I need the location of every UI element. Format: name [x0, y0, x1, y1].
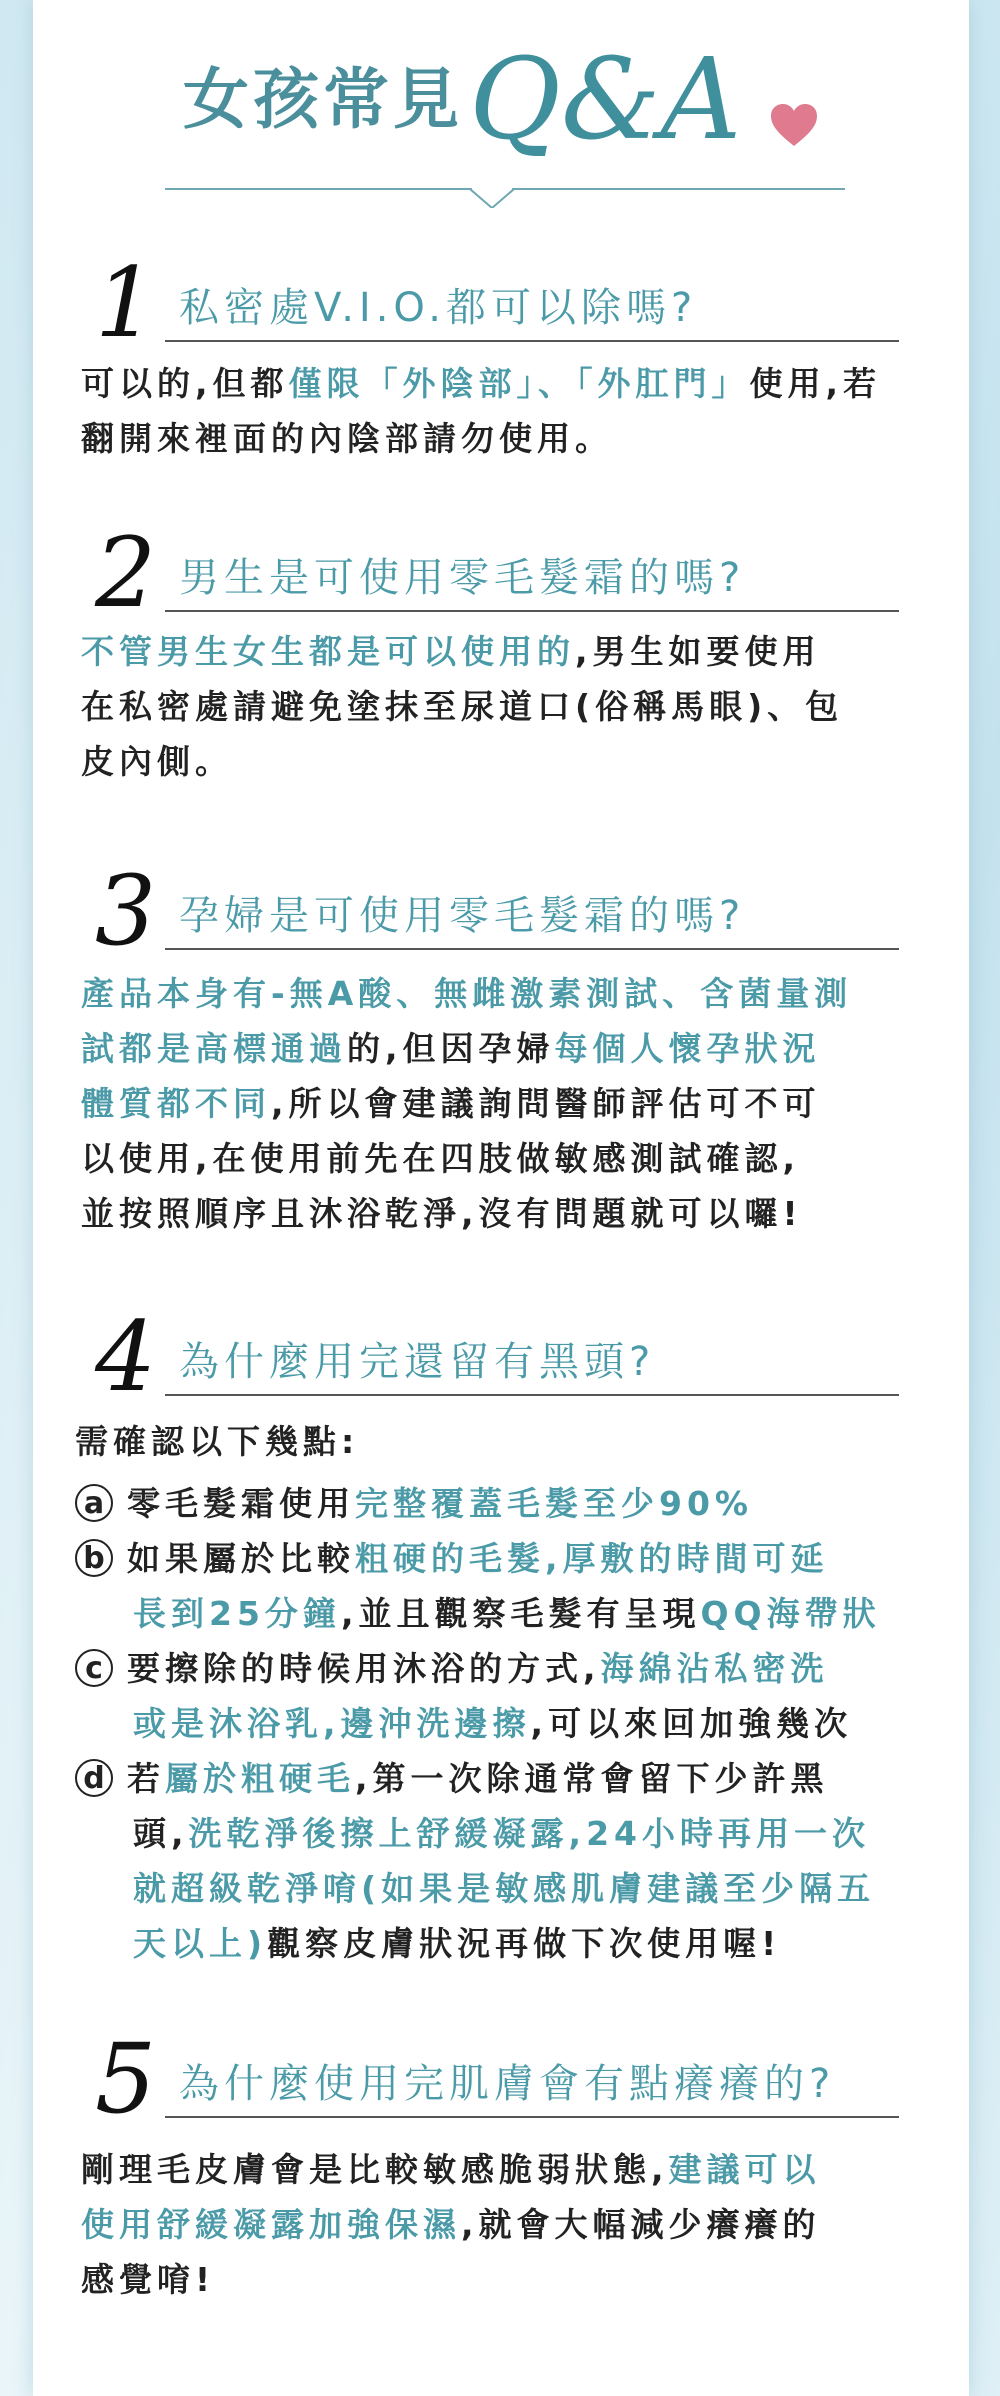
body-text: 如果屬於比較 [127, 1539, 355, 1578]
highlight-text: 或是沐浴乳,邊沖洗邊擦 [133, 1704, 531, 1743]
body-text: ,可以來回加強幾次 [530, 1704, 853, 1743]
text-line [81, 1186, 941, 1241]
highlight-text: 長到25分鐘 [133, 1594, 341, 1633]
highlight-text: QQ海帶狀 [700, 1594, 881, 1633]
body-text: ,男生如要使用 [575, 632, 821, 671]
title-chinese: 女孩常見 [183, 61, 463, 138]
question-title: 孕婦是可使用零毛髮霜的嗎? [179, 893, 746, 939]
body-text: 剛理毛皮膚會是比較敏感脆弱狀態, [81, 2150, 669, 2189]
highlight-text: 體質都不同 [81, 1084, 271, 1123]
text-line [81, 966, 941, 1021]
highlight-text: 每個人懷孕狀況 [554, 1029, 821, 1068]
body-text: 要擦除的時候用沐浴的方式, [127, 1649, 601, 1688]
text-line [75, 1916, 955, 1971]
text-line [81, 1076, 941, 1131]
question-title: 男生是可使用零毛髮霜的嗎? [179, 555, 746, 601]
body-text: 的,但因孕婦 [347, 1029, 555, 1068]
body-text: 在私密處請避免塗抹至尿道口(俗稱馬眼)、包 [81, 687, 844, 726]
text-line [81, 734, 941, 789]
question-number: 1 [95, 247, 157, 359]
question-divider [165, 948, 899, 950]
text-line [81, 2197, 941, 2252]
highlight-text: 完整覆蓋毛髮至少90% [355, 1484, 753, 1523]
highlight-text: 僅限「外陰部」、「外肛門」 [288, 364, 750, 403]
highlight-text: 產品本身有-無A酸、無雌激素測試、含菌量測 [81, 974, 853, 1013]
text-line [75, 1696, 955, 1751]
answer-3 [81, 966, 941, 1241]
highlight-text: 屬於粗硬毛 [165, 1759, 355, 1798]
list-badge: a [75, 1484, 113, 1522]
question-number: 4 [95, 1301, 157, 1413]
title-notch [470, 182, 514, 208]
answer-4-intro [75, 1414, 955, 1469]
body-text: 零毛髮霜使用 [127, 1484, 355, 1523]
body-text: ,所以會建議詢問醫師評估可不可 [271, 1084, 821, 1123]
text-line [81, 2252, 941, 2307]
text-line [75, 1586, 955, 1641]
text-line [81, 1131, 941, 1186]
highlight-text: 就超級乾淨唷(如果是敏感肌膚建議至少隔五 [133, 1869, 876, 1908]
list-badge: b [75, 1539, 113, 1577]
question-title: 私密處V.I.O.都可以除嗎? [179, 285, 698, 331]
text-line [81, 356, 941, 411]
text-line [81, 624, 941, 679]
body-text: 若 [127, 1759, 165, 1798]
body-text: 使用,若 [749, 364, 882, 403]
body-text: 翻開來裡面的內陰部請勿使用。 [81, 419, 613, 458]
question-divider [165, 340, 899, 342]
body-text: 感覺唷! [81, 2260, 216, 2299]
question-number: 2 [95, 517, 157, 629]
page-header [33, 35, 969, 220]
answer-2 [81, 624, 941, 789]
text-line [75, 1751, 955, 1806]
question-divider [165, 2116, 899, 2118]
highlight-text: 海綿沾私密洗 [600, 1649, 829, 1688]
text-line [75, 1531, 955, 1586]
qa-card [33, 0, 969, 2396]
question-number: 3 [95, 855, 157, 967]
body-text: ,並且觀察毛髮有呈現 [340, 1594, 701, 1633]
highlight-text: 試都是高標通過 [81, 1029, 347, 1068]
highlight-text: 洗乾淨後擦上舒緩凝露,24小時再用一次 [188, 1814, 871, 1853]
text-line [75, 1861, 955, 1916]
body-text: 皮內側。 [81, 742, 233, 781]
body-text: ,就會大幅減少癢癢的 [461, 2205, 821, 2244]
list-badge: c [75, 1649, 113, 1687]
text-line [81, 2142, 941, 2197]
highlight-text: 使用舒緩凝露加強保濕 [81, 2205, 461, 2244]
body-text: 以使用,在使用前先在四肢做敏感測試確認, [81, 1139, 801, 1178]
question-title: 為什麼使用完肌膚會有點癢癢的? [179, 2061, 836, 2107]
highlight-text: 天以上) [133, 1924, 268, 1963]
text-line [75, 1476, 955, 1531]
highlight-text: 建議可以 [668, 2150, 821, 2189]
text-line [75, 1806, 955, 1861]
question-divider [165, 1394, 899, 1396]
text-line [75, 1641, 955, 1696]
body-text: 頭, [133, 1814, 189, 1853]
question-title: 為什麼用完還留有黑頭? [179, 1339, 656, 1385]
answer-4-list [75, 1476, 955, 1971]
page-title [183, 35, 742, 165]
body-text: 並按照順序且沐浴乾淨,沒有問題就可以囉! [81, 1194, 803, 1233]
highlight-text: 不管男生女生都是可以使用的 [81, 632, 575, 671]
text-line [81, 1021, 941, 1076]
question-divider [165, 610, 899, 612]
title-qa: Q&A [469, 35, 742, 165]
answer-1 [81, 356, 941, 466]
question-number: 5 [95, 2023, 157, 2135]
highlight-text: 粗硬的毛髮,厚敷的時間可延 [355, 1539, 829, 1578]
intro-text: 需確認以下幾點: [75, 1422, 360, 1461]
text-line [81, 679, 941, 734]
list-badge: d [75, 1759, 113, 1797]
heart-icon [769, 102, 819, 148]
text-line [81, 411, 941, 466]
body-text: 觀察皮膚狀況再做下次使用喔! [267, 1924, 782, 1963]
answer-5 [81, 2142, 941, 2307]
body-text: 可以的,但都 [81, 364, 289, 403]
body-text: ,第一次除通常會留下少許黑 [355, 1759, 829, 1798]
